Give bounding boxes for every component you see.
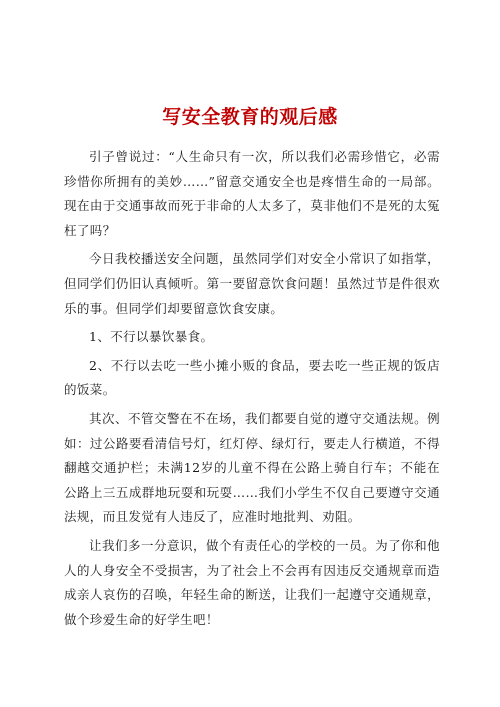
paragraph-traffic-rules: 其次、不管交警在不在场，我们都要自觉的遵守交通法规。例如：过公路要看清信号灯，红灯停、绿灯行，要走人行横道，不得翻越交通护栏；未满12岁的儿童不得在公路上骑自行车；不能在公路上三五成群地玩耍和玩耍……我们小学生不仅自己要遵守交通法规，而且发觉有人违反了，应准时地批判、劝阻。 [64, 410, 440, 525]
document-body [64, 145, 440, 636]
document-title: 写安全教育的观后感 [162, 106, 338, 128]
paragraph-intro: 引子曾说过：“人生命只有一次，所以我们必需珍惜它，必需珍惜你所拥有的美妙……”留意交通安全也是疼惜生命的一局部。现在由于交通事故而死于非命的人太多了，莫非他们不是死的太冤枉了吗？ [64, 149, 440, 238]
paragraph-broadcast: 今日我校播送安全问题，虽然同学们对安全小常识了如指掌，但同学们仍旧认真倾听。第一要留意饮食问题！虽然过节是件很欢乐的事。但同学们却要留意饮食安康。 [64, 251, 440, 316]
paragraph-conclusion: 让我们多一分意识，做个有责任心的学校的一员。为了你和他人的人身安全不受损害，为了社会上不会再有因违反交通规章而造成亲人哀伤的召唤，年轻生命的断送，让我们一起遵守交通规章，做个珍爱生命的好学生吧！ [64, 537, 440, 627]
paragraph-point-2: 2、不行以去吃一些小摊小贩的食品，要去吃一些正规的饭店的饭菜。 [64, 357, 440, 398]
paragraph-point-1: 1、不行以暴饮暴食。 [89, 329, 214, 345]
